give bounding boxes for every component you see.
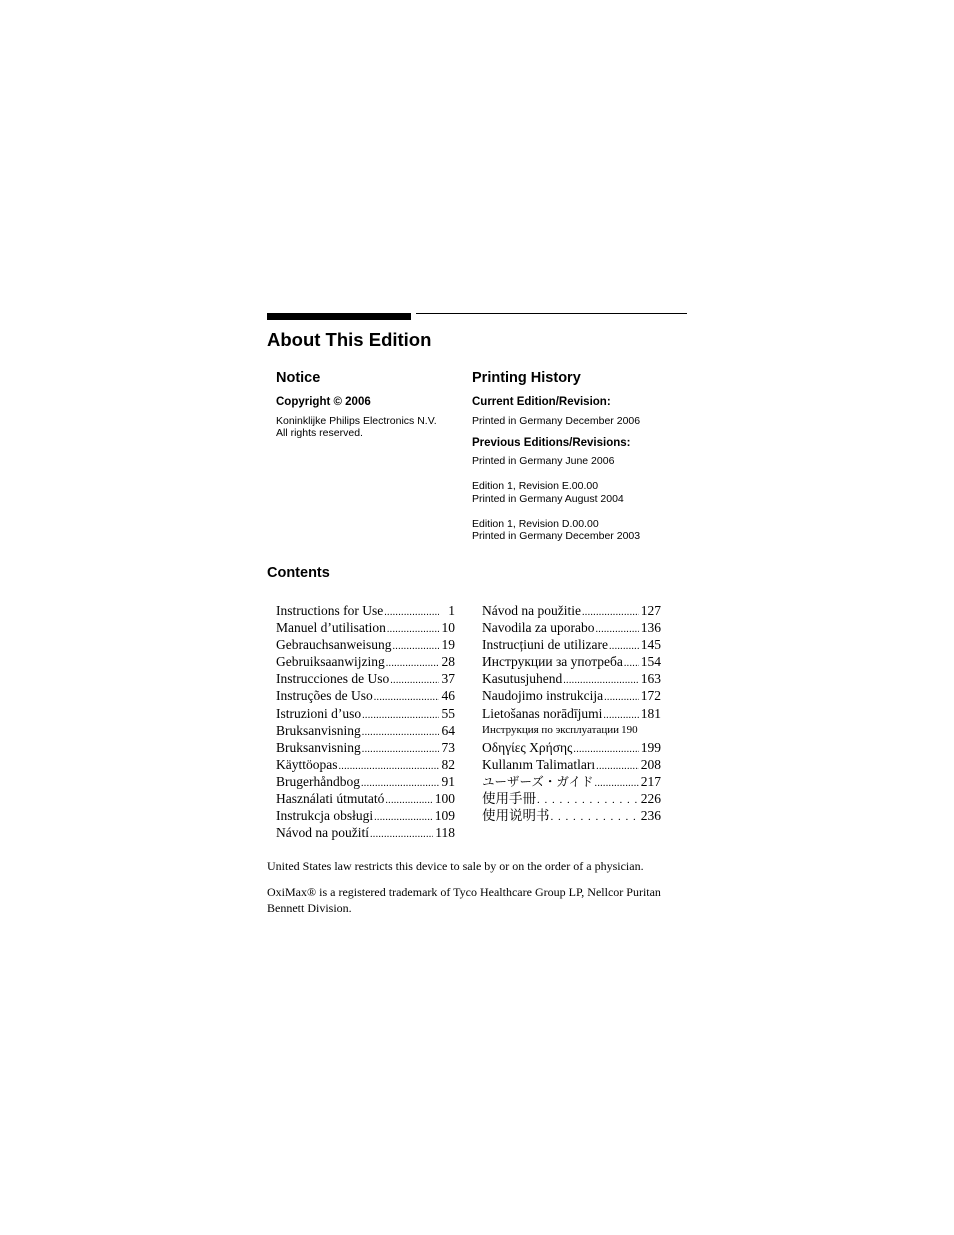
- toc-entry[interactable]: [276, 722, 455, 739]
- title-rule-thick: [267, 313, 411, 320]
- toc-entry-name: Gebrauchsanweisung: [276, 637, 392, 653]
- toc-entry-name: Manuel d’utilisation: [276, 620, 386, 636]
- previous-edition-3-edition: Edition 1, Revision D.00.00: [472, 518, 599, 530]
- toc-entry-page: 109: [434, 808, 455, 824]
- toc-entry-name: 使用手冊: [482, 791, 536, 807]
- toc-entry-page: 28: [441, 654, 455, 670]
- law-notice: United States law restricts this device to sale by or on the order of a physician.: [267, 859, 644, 873]
- toc-entry[interactable]: [482, 670, 661, 687]
- toc-entry[interactable]: [482, 602, 661, 619]
- toc-entry-page: 136: [640, 620, 661, 636]
- toc-entry-page: 236: [640, 808, 661, 824]
- toc-entry[interactable]: [482, 790, 661, 807]
- toc-entry-page: 181: [640, 705, 661, 721]
- contents-list-right: [482, 602, 661, 824]
- toc-entry[interactable]: [276, 705, 455, 722]
- toc-entry[interactable]: [482, 756, 661, 773]
- toc-entry-page: 19: [441, 637, 455, 653]
- toc-entry-page: 226: [640, 791, 661, 807]
- toc-leader: [370, 824, 433, 843]
- current-edition-heading: Current Edition/Revision:: [472, 396, 611, 408]
- previous-edition-2-printed: Printed in Germany August 2004: [472, 493, 624, 505]
- toc-entry-page: 1: [448, 603, 455, 618]
- toc-entry-name: Istruzioni d’uso: [276, 705, 362, 721]
- toc-entry-name: Naudojimo instrukcija: [482, 688, 604, 704]
- contents-list-left: [276, 602, 455, 841]
- toc-entry-name: Lietošanas norādījumi: [482, 705, 603, 721]
- toc-entry-name: Návod na použití: [276, 825, 369, 841]
- toc-leader: [551, 807, 639, 826]
- toc-entry-name: Käyttöopas: [276, 756, 338, 772]
- toc-entry-page: 73: [441, 739, 455, 755]
- toc-entry-name: Instrucțiuni de utilizare: [482, 637, 608, 653]
- toc-entry-name: Használati útmutató: [276, 791, 385, 807]
- toc-entry[interactable]: [482, 773, 661, 790]
- toc-entry-page: 64: [441, 722, 455, 738]
- current-edition-text: Printed in Germany December 2006: [472, 415, 641, 427]
- toc-entry-page: 100: [434, 791, 455, 807]
- toc-entry-name: Kullanım Talimatları: [482, 756, 596, 772]
- toc-entry-page: 55: [441, 705, 455, 721]
- page-title: About This Edition: [267, 329, 432, 350]
- toc-entry-name: Kasutusjuhend: [482, 671, 563, 687]
- toc-entry[interactable]: [482, 653, 661, 670]
- toc-entry[interactable]: [276, 687, 455, 704]
- toc-entry-name: Instruções de Uso: [276, 688, 373, 704]
- toc-entry[interactable]: [482, 739, 661, 756]
- notice-heading: Notice: [276, 370, 321, 386]
- toc-entry-page: 163: [640, 671, 661, 687]
- toc-entry[interactable]: [482, 807, 661, 824]
- toc-entry-name: Инструкции за употреба: [482, 654, 623, 670]
- toc-entry-name: ユーザーズ・ガイド: [482, 774, 594, 789]
- toc-entry-page: 199: [640, 739, 661, 755]
- toc-entry-name: Οδηγίες Χρήσης: [482, 739, 573, 755]
- toc-entry[interactable]: [276, 773, 455, 790]
- toc-entry[interactable]: [482, 722, 661, 739]
- toc-entry-name: Navodila za uporabo: [482, 620, 595, 636]
- toc-entry[interactable]: [482, 705, 661, 722]
- toc-entry-page: 190: [621, 723, 638, 736]
- toc-entry[interactable]: [276, 807, 455, 824]
- toc-entry[interactable]: [482, 636, 661, 653]
- toc-entry-name: Návod na použitie: [482, 603, 581, 618]
- toc-entry-name: Brugerhåndbog: [276, 773, 360, 789]
- toc-entry-name: Bruksanvisning: [276, 739, 361, 755]
- toc-entry[interactable]: [276, 653, 455, 670]
- toc-entry-page: 46: [441, 688, 455, 704]
- toc-entry[interactable]: [276, 670, 455, 687]
- toc-entry-page: 118: [435, 825, 455, 841]
- toc-entry[interactable]: [482, 619, 661, 636]
- toc-entry-page: 154: [640, 654, 661, 670]
- copyright-heading: Copyright © 2006: [276, 396, 371, 408]
- toc-entry[interactable]: [276, 824, 455, 841]
- toc-entry-name: Bruksanvisning: [276, 722, 361, 738]
- toc-entry[interactable]: [276, 602, 455, 619]
- trademark-notice: OxiMax® is a registered trademark of Tyco Healthcare Group LP, Nellcor Puritan Bennett Division.: [267, 885, 661, 915]
- notice-rights: All rights reserved.: [276, 427, 363, 439]
- toc-entry-page: 37: [441, 671, 455, 687]
- toc-entry-name: 使用说明书: [482, 808, 550, 824]
- toc-entry-page: 10: [441, 620, 455, 636]
- toc-entry-page: 82: [441, 756, 455, 772]
- toc-entry-name: Instrukcja obsługi: [276, 808, 374, 824]
- toc-entry[interactable]: [482, 687, 661, 704]
- title-rule-thin: [416, 313, 687, 314]
- toc-entry-name: Инструкция по эксплуатации: [482, 723, 620, 736]
- previous-edition-3-printed: Printed in Germany December 2003: [472, 530, 641, 542]
- toc-entry-page: 217: [640, 773, 661, 789]
- previous-editions-heading: Previous Editions/Revisions:: [472, 437, 631, 449]
- printing-history-heading: Printing History: [472, 370, 581, 386]
- toc-entry[interactable]: [276, 636, 455, 653]
- toc-entry-page: 127: [640, 603, 661, 618]
- toc-entry[interactable]: [276, 739, 455, 756]
- previous-edition-1: Printed in Germany June 2006: [472, 455, 615, 467]
- toc-entry-page: 208: [640, 756, 661, 772]
- notice-company: Koninklijke Philips Electronics N.V.: [276, 415, 437, 427]
- previous-edition-2-edition: Edition 1, Revision E.00.00: [472, 480, 599, 492]
- toc-entry[interactable]: [276, 790, 455, 807]
- toc-entry-page: 145: [640, 637, 661, 653]
- toc-entry[interactable]: [276, 756, 455, 773]
- toc-entry-page: 91: [441, 773, 455, 789]
- contents-heading: Contents: [267, 565, 330, 581]
- toc-entry[interactable]: [276, 619, 455, 636]
- toc-entry-name: Instrucciones de Uso: [276, 671, 390, 687]
- toc-entry-name: Instructions for Use: [276, 603, 384, 618]
- toc-entry-page: 172: [640, 688, 661, 704]
- toc-entry-name: Gebruiksaanwijzing: [276, 654, 385, 670]
